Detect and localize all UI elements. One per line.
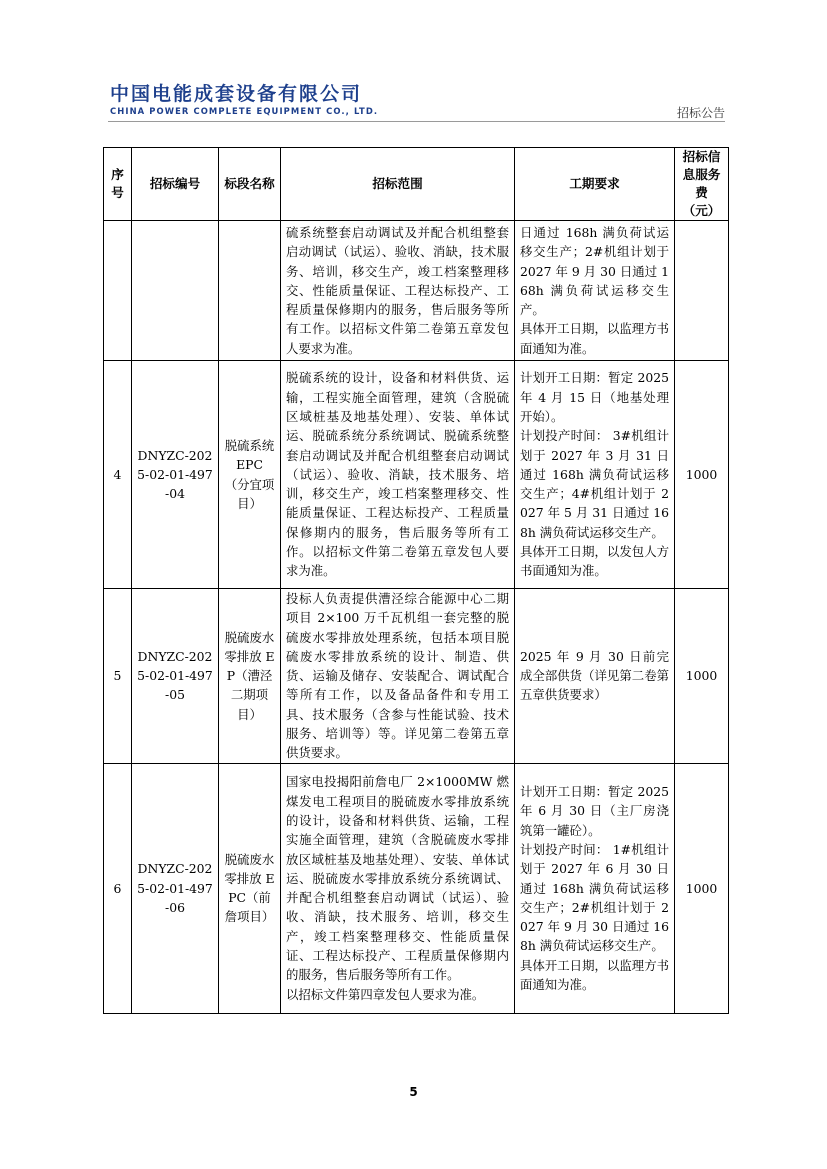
cell-period: 日通过 168h 满负荷试运移交生产；2#机组计划于 2027 年 9 月 30 日通过 168h 满负荷试运移交生产。 具体开工日期，以监理方书面通知为准。	[515, 221, 675, 361]
table-row	[104, 589, 729, 764]
header-scope: 招标范围	[281, 148, 515, 221]
cell-period: 2025 年 9 月 30 日前完成全部供货（详见第二卷第五章供货要求）	[515, 589, 675, 764]
header-divider	[108, 121, 725, 122]
bid-table	[103, 147, 729, 1014]
page-number: 5	[409, 1085, 418, 1099]
cell-scope: 投标人负责提供漕泾综合能源中心二期项目 2×100 万千瓦机组一套完整的脱硫废水零排放处理系统，包括本项目脱硫废水零排放系统的设计、制造、供货、运输及储存、安装配合、调试配合等所有工作，以及备品备件和专用工具、技术服务（含参与性能试验、技术服务、培训等）等。详见第二卷第五章供货要求。	[281, 589, 515, 764]
table-header-row	[104, 148, 729, 221]
header-section: 标段名称	[219, 148, 281, 221]
cell-scope: 硫系统整套启动调试及并配合机组整套启动调试（试运）、验收、消缺，技术服务、培训，移交生产，竣工档案整理移交、性能质量保证、工程达标投产、工程质量保修期内的服务，售后服务等所有工作。以招标文件第二卷第五章发包人要求为准。	[281, 221, 515, 361]
cell-period: 计划开工日期：暂定 2025 年 6 月 30 日（主厂房浇筑第一罐砼）。 计划投产时间： 1#机组计划于 2027 年 6 月 30 日通过 168h 满负荷试运移交生产；2#机组计划于 2027 年 9 月 30 日通过 168h 满负荷试运移交生产。 具体开工日期，以监理方书面通知为准。	[515, 763, 675, 1013]
document-type: 招标公告	[676, 106, 725, 120]
cell-no	[104, 221, 132, 361]
cell-fee: 1000	[675, 361, 729, 589]
table-row	[104, 763, 729, 1013]
cell-no: 6	[104, 763, 132, 1013]
header-no: 序号	[104, 148, 132, 221]
company-logo	[110, 83, 378, 116]
header-fee: 招标信息服务费（元）	[675, 148, 729, 221]
cell-period: 计划开工日期：暂定 2025 年 4 月 15 日（地基处理开始）。 计划投产时间： 3#机组计划于 2027 年 3 月 31 日通过 168h 满负荷试运移交生产；4#机组计划于 2027 年 5 月 31 日通过 168h 满负荷试运移交生产。 具体开工日期，以发包人方书面通知为准。	[515, 361, 675, 589]
cell-scope: 脱硫系统的设计，设备和材料供货、运输，工程实施全面管理，建筑（含脱硫区域桩基及地基处理）、安装、单体试运、脱硫系统分系统调试、脱硫系统整套启动调试及并配合机组整套启动调试（试运）、验收、消缺，技术服务、培训，移交生产，竣工档案整理移交、性能质量保证、工程达标投产、工程质量保修期内的服务，售后服务等所有工作。以招标文件第二卷第五章发包人要求为准。	[281, 361, 515, 589]
cell-code: DNYZC-2025-02-01-497-05	[132, 589, 219, 764]
cell-section	[219, 221, 281, 361]
cell-fee: 1000	[675, 763, 729, 1013]
cell-no: 5	[104, 589, 132, 764]
cell-section: 脱硫废水零排放 EPC（前詹项目）	[219, 763, 281, 1013]
cell-code: DNYZC-2025-02-01-497-06	[132, 763, 219, 1013]
header-period: 工期要求	[515, 148, 675, 221]
header-code: 招标编号	[132, 148, 219, 221]
cell-scope: 国家电投揭阳前詹电厂 2×1000MW 燃煤发电工程项目的脱硫废水零排放系统的设计，设备和材料供货、运输，工程实施全面管理，建筑（含脱硫废水零排放区域桩基及地基处理）、安装、单体试运、脱硫废水零排放系统分系统调试、并配合机组整套启动调试（试运）、验收、消缺，技术服务、培训，移交生产，竣工档案整理移交、性能质量保证、工程达标投产、工程质量保修期内的服务，售后服务等所有工作。 以招标文件第四章发包人要求为准。	[281, 763, 515, 1013]
cell-section: 脱硫废水零排放 EP（漕泾二期项目）	[219, 589, 281, 764]
cell-code	[132, 221, 219, 361]
company-name-en: CHINA POWER COMPLETE EQUIPMENT CO., LTD.	[110, 106, 379, 116]
cell-section: 脱硫系统 EPC（分宜项目）	[219, 361, 281, 589]
table-row	[104, 361, 729, 589]
cell-no: 4	[104, 361, 132, 589]
cell-code: DNYZC-2025-02-01-497-04	[132, 361, 219, 589]
cell-fee	[675, 221, 729, 361]
company-name-cn: 中国电能成套设备有限公司	[110, 83, 363, 105]
cell-fee: 1000	[675, 589, 729, 764]
table-row	[104, 221, 729, 361]
